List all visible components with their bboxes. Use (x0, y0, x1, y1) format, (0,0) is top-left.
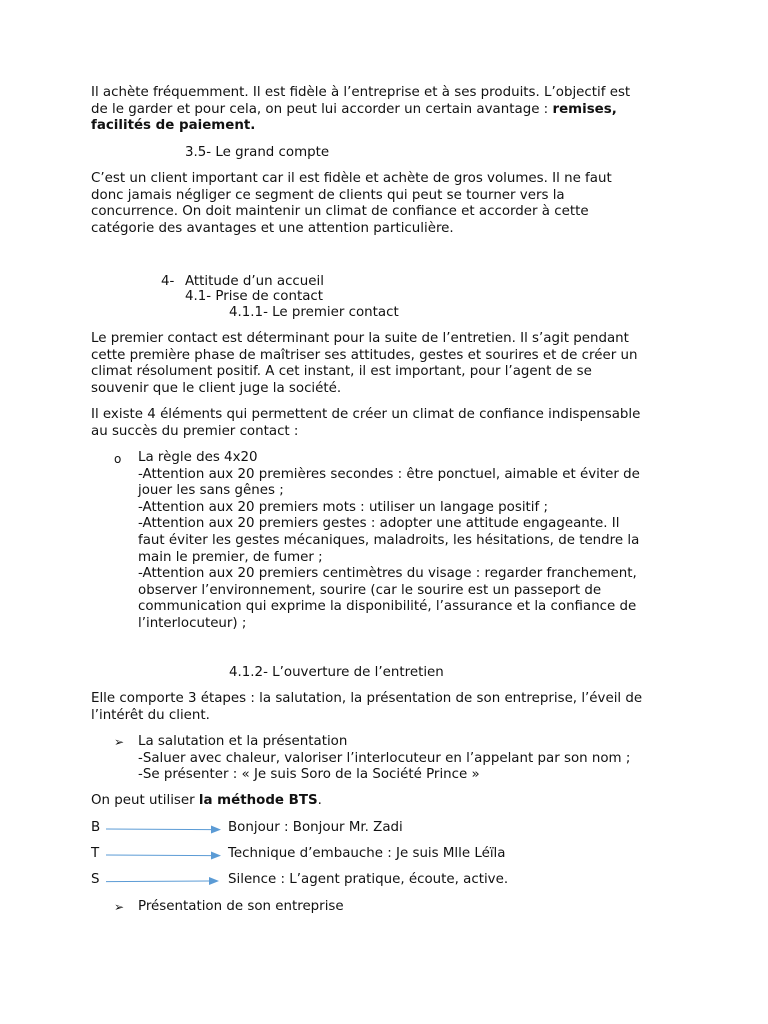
grand-compte-line: C’est un client important car il est fidèle et achète de gros volumes. Il ne faut (91, 171, 612, 186)
regle-line: observer l’environnement, sourire (car le sourire est un passeport de (138, 582, 602, 598)
elements-line: Il existe 4 éléments qui permettent de créer un climat de confiance indispensable (91, 407, 641, 422)
bts-row-b (91, 820, 691, 838)
salutation-list-item (138, 734, 698, 784)
methode-bts-line (91, 793, 322, 810)
elements-line: au succès du premier contact : (91, 423, 299, 439)
methode-suffix: . (317, 793, 322, 808)
ouverture-line: Elle comporte 3 étapes : la salutation, la présentation de son entreprise, l’éveil de (91, 691, 643, 706)
bts-definition: Bonjour : Bonjour Mr. Zadi (228, 820, 403, 835)
regle-line: communication qui exprime la disponibilité, l’assurance et la confiance de (138, 599, 637, 615)
elements-paragraph (91, 407, 681, 440)
intro-paragraph (91, 85, 681, 135)
premier-contact-line: souvenir que le client juge la société. (91, 380, 342, 396)
premier-contact-paragraph (91, 331, 681, 397)
ouverture-paragraph (91, 691, 681, 724)
regle-line: l’interlocuteur) ; (138, 615, 247, 631)
grand-compte-paragraph (91, 171, 681, 237)
presentation-line: Présentation de son entreprise (138, 899, 344, 914)
heading-4-1-1: 4.1.1- Le premier contact (229, 305, 399, 320)
bts-letter: S (91, 872, 100, 887)
regle-line: La règle des 4x20 (138, 450, 258, 465)
circle-bullet-icon: o (114, 452, 122, 466)
premier-contact-line: climat résolument positif. A cet instant, il est important, pour l’agent de se (91, 364, 592, 380)
premier-contact-line: cette première phase de maîtriser ses attitudes, gestes et sourires et de créer un (91, 347, 638, 363)
right-arrow-icon (105, 875, 223, 887)
bts-definition: Technique d’embauche : Je suis Mlle Léïla (228, 846, 506, 861)
bts-row-t (91, 846, 691, 864)
regle-line: main le premier, de fumer ; (138, 549, 323, 565)
intro-line-3: facilités de paiement. (91, 118, 256, 134)
bts-definition: Silence : L’agent pratique, écoute, active. (228, 872, 509, 887)
regle-line: -Attention aux 20 premiers centimètres du visage : regarder franchement, (138, 566, 637, 582)
heading-4-1-2: 4.1.2- L’ouverture de l’entretien (229, 665, 444, 680)
intro-line-1: Il achète fréquemment. Il est fidèle à l’entreprise et à ses produits. L’objectif est (91, 85, 631, 100)
arrowhead-bullet-icon: ➢ (114, 900, 125, 914)
regle-line: -Attention aux 20 premiers mots : utiliser un langage positif ; (138, 499, 549, 515)
regle-line: -Attention aux 20 premiers gestes : adopter une attitude engageante. Il (138, 516, 620, 532)
grand-compte-line: concurrence. On doit maintenir un climat de confiance et accorder à cette (91, 204, 589, 220)
heading-3-5: 3.5- Le grand compte (185, 145, 330, 160)
ouverture-line: l’intérêt du client. (91, 707, 210, 723)
regle-4x20-list-item (138, 450, 698, 633)
salutation-line: -Se présenter : « Je suis Soro de la Société Prince » (138, 767, 480, 783)
right-arrow-icon (105, 849, 223, 861)
heading-4-number: 4- (161, 274, 175, 289)
bts-letter: T (91, 846, 100, 861)
regle-line: faut éviter les gestes mécaniques, maladroits, les hésitations, de tendre la (138, 532, 640, 548)
regle-line: -Attention aux 20 premières secondes : être ponctuel, aimable et éviter de (138, 466, 640, 482)
intro-line-2-text: de le garder et pour cela, on peut lui accorder un certain avantage : (91, 101, 553, 117)
salutation-line: La salutation et la présentation (138, 734, 348, 749)
heading-4: Attitude d’un accueil (185, 274, 324, 289)
methode-bts-bold: la méthode BTS (198, 793, 318, 808)
presentation-list-item (138, 899, 698, 916)
bts-letter: B (91, 820, 101, 835)
grand-compte-line: catégorie des avantages et une attention particulière. (91, 220, 454, 236)
grand-compte-line: donc jamais négliger ce segment de clients qui peut se tourner vers la (91, 187, 565, 203)
arrowhead-bullet-icon: ➢ (114, 735, 125, 749)
heading-4-1: 4.1- Prise de contact (185, 289, 324, 304)
methode-prefix: On peut utiliser (91, 793, 199, 808)
regle-line: jouer les sans gênes ; (138, 483, 284, 499)
right-arrow-icon (105, 823, 223, 835)
bts-row-s (91, 872, 691, 890)
premier-contact-line: Le premier contact est déterminant pour la suite de l’entretien. Il s’agit pendant (91, 331, 629, 346)
intro-bold-remises: remises, (552, 101, 617, 117)
salutation-line: -Saluer avec chaleur, valoriser l’interlocuteur en l’appelant par son nom ; (138, 750, 631, 766)
intro-line-2 (91, 102, 681, 119)
